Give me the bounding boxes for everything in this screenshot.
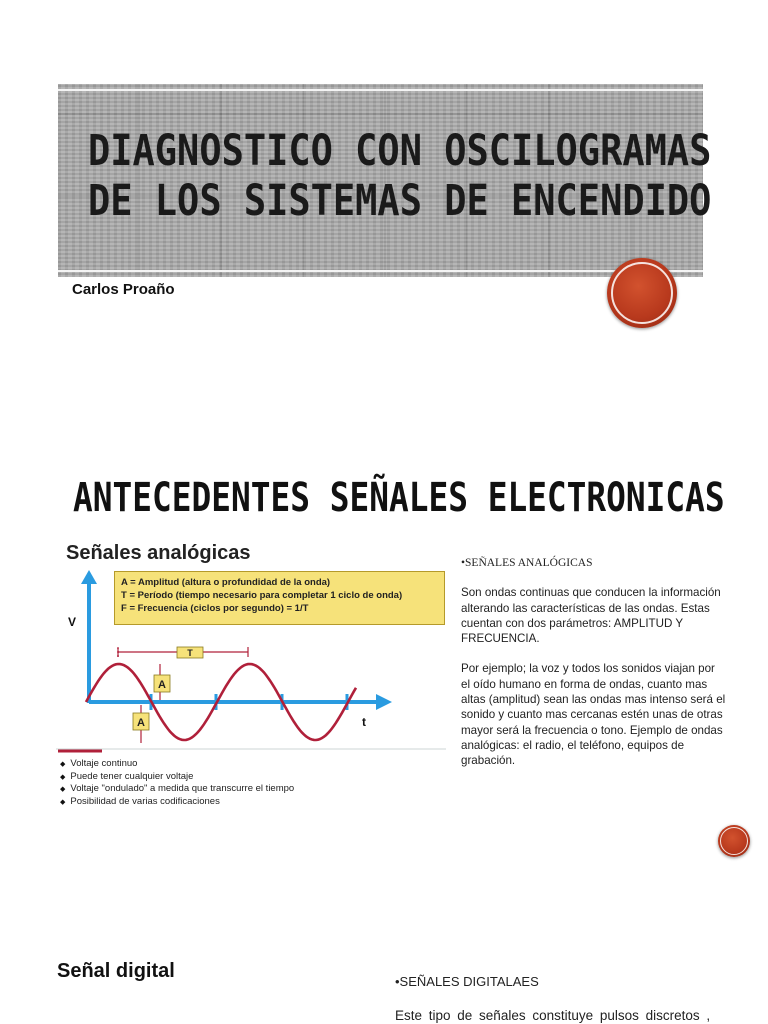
decorative-orb-icon — [718, 825, 750, 857]
list-item: ◆ Puede tener cualquier voltaje — [60, 771, 294, 784]
title-line-2: DE LOS SISTEMAS DE ENCENDIDO — [88, 176, 712, 226]
list-item: ◆ Voltaje "ondulado" a medida que transcurre el tiempo — [60, 783, 294, 796]
legend-period: T = Período (tiempo necesario para completar 1 ciclo de onda) — [121, 590, 403, 601]
period-label: T — [187, 648, 193, 658]
amplitude-label-bottom: A — [137, 717, 145, 729]
title-line-1: DIAGNOSTICO CON OSCILOGRAMAS — [88, 126, 712, 176]
section-header: •SEÑALES ANALÓGICAS — [461, 557, 593, 569]
x-axis-arrow-icon — [376, 694, 392, 710]
paragraph: Este tipo de señales constituye pulsos discretos , — [395, 1008, 711, 1023]
section-header: •SEÑALES DIGITALAES — [395, 974, 539, 989]
background-slide — [0, 438, 768, 870]
y-axis-arrow-icon — [81, 570, 97, 584]
slide-heading: ANTECEDENTES SEÑALES ELECTRONICAS — [73, 475, 725, 521]
paragraph-definition: Son ondas continuas que conducen la información alterando las características de las ondas. Estas cuentan con dos parámetros: AMPLITUD Y FRECUENCIA. — [461, 586, 721, 646]
legend-box — [114, 571, 445, 625]
list-item: ◆ Voltaje continuo — [60, 758, 294, 771]
figure-bullet-list — [60, 758, 294, 808]
slide-title — [88, 126, 712, 226]
slide-heading: Señal digital — [57, 960, 175, 982]
title-slide — [0, 0, 768, 430]
amplitude-label-top: A — [158, 679, 166, 691]
paragraph-example: Por ejemplo; la voz y todos los sonidos viajan por el oído humano en forma de ondas, cuanto mas altas (amplitud) sean las ondas mas intenso será el sonido y cuanto mas cercanas estén unas de otras mayor será la frecuencia o tono. Ejemplo de ondas analógicas: el radio, el teléfono, equipos de grabación. — [461, 662, 726, 768]
title-banner — [58, 84, 712, 277]
decorative-orb-icon — [607, 258, 677, 328]
v-axis-label: V — [68, 615, 77, 629]
digital-slide — [0, 880, 768, 1024]
analog-description — [461, 556, 726, 784]
legend-amplitude: A = Amplitud (altura o profundidad de la onda) — [121, 577, 331, 588]
author-name: Carlos Proaño — [72, 281, 175, 298]
t-axis-label: t — [362, 715, 366, 729]
list-item: ◆ Posibilidad de varias codificaciones — [60, 796, 294, 809]
legend-frequency: F = Frecuencia (ciclos por segundo) = 1/T — [121, 603, 309, 614]
figure-title: Señales analógicas — [66, 542, 251, 564]
